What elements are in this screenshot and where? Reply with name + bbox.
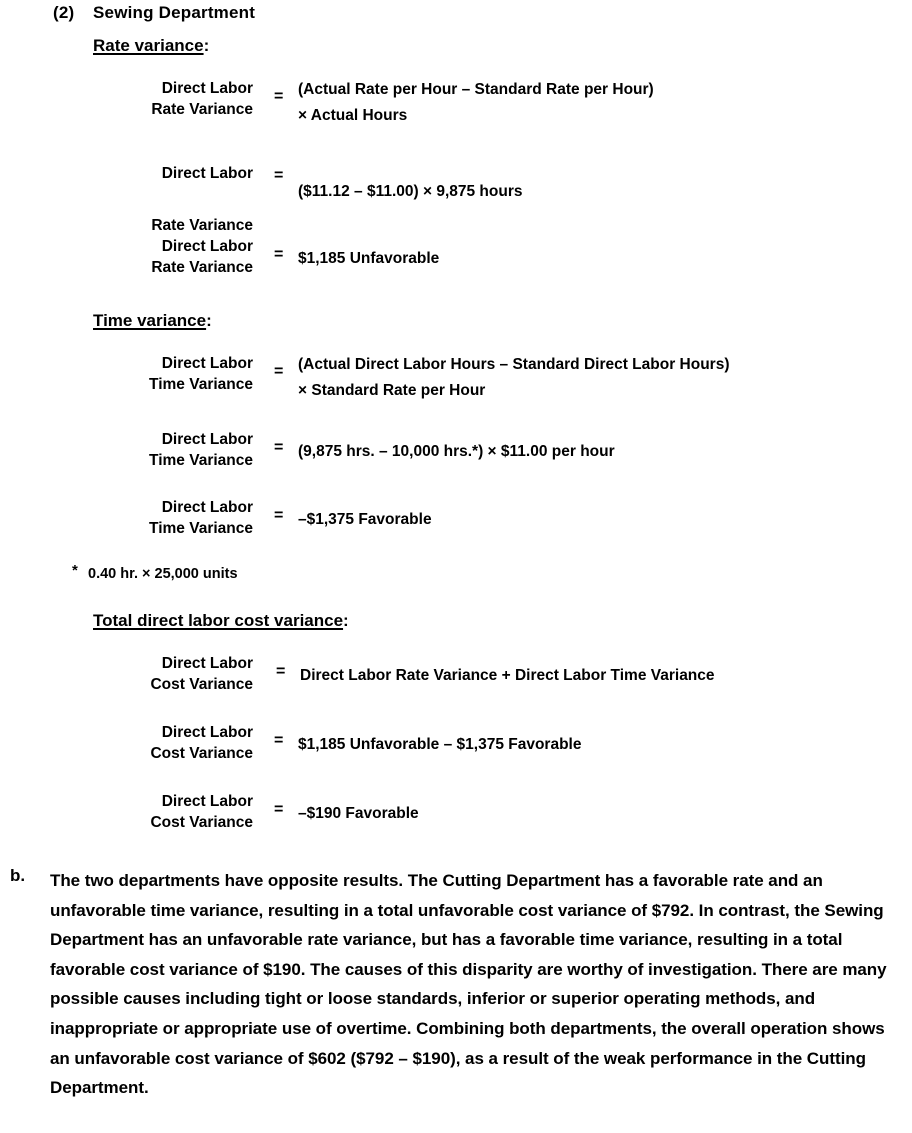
formula-expression [298,77,654,129]
formula-label-line2: Time Variance [149,376,253,393]
formula-label-line2: Cost Variance [150,676,253,693]
subheading-time-variance [93,311,212,331]
equals-icon: = [274,507,284,524]
formula-label-line1: Direct Labor [161,238,253,255]
equals-icon: = [274,732,284,749]
formula-label-line2: Rate Variance [151,217,253,234]
formula-label-line2: Cost Variance [150,814,253,831]
subheading-rate-variance [93,36,209,56]
formula-label-line1: Direct Labor [161,165,253,182]
formula-row [63,78,654,128]
formula-expression [300,663,715,689]
formula-expression-line1: –$190 Favorable [298,805,419,822]
formula-label-line1: Direct Labor [161,793,253,810]
formula-expression [298,439,615,465]
footnote-marker: * [72,562,78,579]
formula-label [63,653,253,695]
formula-row [63,429,615,479]
formula-expression-line1: (9,875 hrs. – 10,000 hrs.*) × $11.00 per hour [298,443,615,460]
formula-label-line1: Direct Labor [161,499,253,516]
answer-paragraph-letter: b. [10,866,26,885]
formula-expression-line1: (Actual Direct Labor Hours – Standard Direct Labor Hours) [298,356,730,373]
formula-label [63,353,253,395]
formula-expression-line1: ($11.12 – $11.00) × 9,875 hours [298,183,523,200]
equals-icon: = [274,363,284,380]
equals-icon: = [274,801,284,818]
formula-label [63,78,253,120]
formula-expression [298,801,419,827]
equals-icon: = [274,88,284,105]
formula-label-line2: Time Variance [149,520,253,537]
formula-expression-line1: $1,185 Unfavorable [298,250,440,267]
footnote-text: 0.40 hr. × 25,000 units [88,566,238,582]
formula-expression [298,732,581,758]
formula-label-line2: Cost Variance [150,745,253,762]
formula-row [63,148,523,234]
formula-label-line1: Direct Labor [161,431,253,448]
formula-expression-line1: $1,185 Unfavorable – $1,375 Favorable [298,736,582,753]
formula-label [63,236,253,278]
formula-row [63,722,582,772]
formula-label-line2: Rate Variance [151,259,253,276]
subheading-rate-variance-colon: : [203,36,210,55]
formula-expression-line1: –$1,375 Favorable [298,511,432,528]
equals-icon: = [274,439,284,456]
formula-expression [298,352,730,404]
formula-label-line2: Rate Variance [151,101,253,118]
formula-row [63,653,715,703]
subheading-rate-variance-text: Rate variance [93,36,204,55]
equals-icon: = [274,167,284,184]
formula-expression-line2: × Standard Rate per Hour [298,382,486,399]
formula-label [63,722,253,764]
formula-row [63,791,419,841]
formula-label-line1: Direct Labor [161,80,253,97]
formula-row [63,497,432,547]
formula-label [63,429,253,471]
subheading-total-cost-variance-text: Total direct labor cost variance [93,611,344,630]
subheading-total-cost-variance-colon: : [343,611,349,630]
formula-row [63,236,440,286]
formula-expression [298,246,439,272]
formula-expression [298,507,432,533]
formula-label [63,791,253,833]
formula-label-line1: Direct Labor [161,655,253,672]
formula-expression-line1: Direct Labor Rate Variance + Direct Labor Time Variance [300,667,715,684]
formula-row [63,353,730,403]
answer-paragraph-text: The two departments have opposite results. The Cutting Department has a favorable rate and an unfavorable time variance, resulting in a total unfavorable cost variance of $792. In contrast, the Sewing Department has an unfavorable rate variance, but has a favorable time variance, resulting in a total favorable cost variance of $190. The causes of this disparity are worthy of investigation. There are many possible causes including tight or loose standards, inferior or superior operating methods, and inappropriate or appropriate use of overtime. Combining both departments, the overall operation shows an unfavorable cost variance of $602 ($792 – $190), as a result of the weak performance in the Cutting Department. [50,871,887,1098]
formula-label-line1: Direct Labor [161,355,253,372]
formula-label-line2: Time Variance [149,452,253,469]
subheading-total-cost-variance [93,611,349,631]
subheading-time-variance-colon: : [206,311,212,330]
formula-expression-line2: × Actual Hours [298,107,408,124]
formula-expression-line1: (Actual Rate per Hour – Standard Rate per Hour) [298,81,654,98]
formula-label [63,497,253,539]
subheading-time-variance-text: Time variance [93,311,207,330]
section-title: Sewing Department [93,3,256,22]
section-number: (2) [53,3,75,22]
equals-icon: = [276,663,286,680]
equals-icon: = [274,246,284,263]
formula-expression [298,179,522,205]
formula-label-line1: Direct Labor [161,724,253,741]
